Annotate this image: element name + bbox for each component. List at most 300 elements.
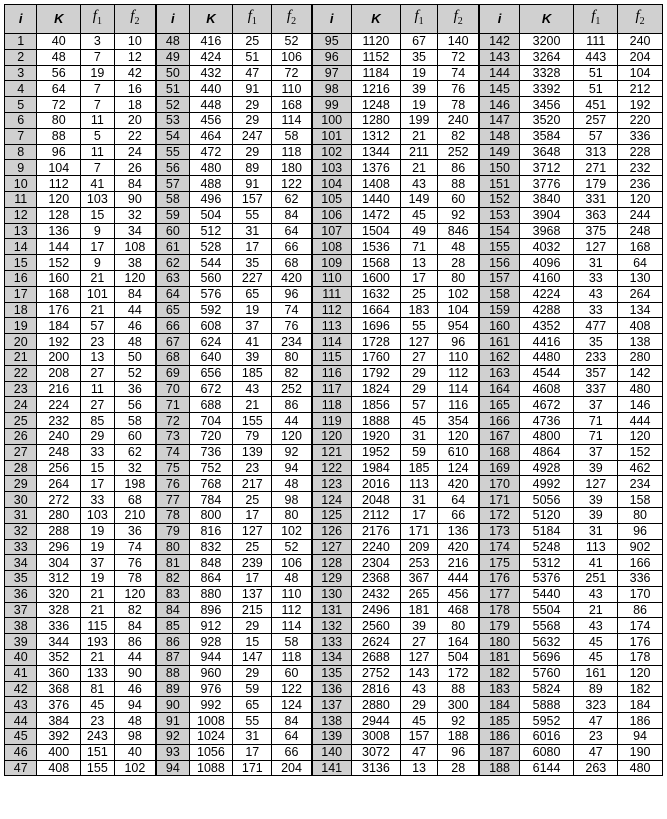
cell-i: 43: [5, 697, 37, 713]
cell-i: 119: [312, 413, 352, 429]
cell-f2: 60: [437, 191, 479, 207]
cell-f2: 112: [437, 365, 479, 381]
cell-K: 1792: [351, 365, 400, 381]
cell-f1: 37: [574, 397, 618, 413]
cell-f2: 80: [618, 507, 663, 523]
table-row: [5, 176, 663, 192]
cell-f1: 57: [401, 397, 438, 413]
table-row: [5, 160, 663, 176]
cell-f2: 86: [437, 160, 479, 176]
cell-f1: 55: [233, 713, 272, 729]
header-i-2: [156, 5, 189, 34]
cell-f1: 31: [401, 492, 438, 508]
cell-f2: 204: [618, 49, 663, 65]
cell-i: 158: [479, 286, 519, 302]
cell-i: 11: [5, 191, 37, 207]
cell-f1: 133: [81, 665, 115, 681]
cell-i: 48: [156, 34, 189, 50]
cell-f2: 42: [114, 65, 156, 81]
cell-K: 5248: [519, 539, 574, 555]
cell-f2: 118: [272, 650, 312, 666]
cell-i: 105: [312, 191, 352, 207]
cell-f2: 58: [272, 128, 312, 144]
cell-f2: 68: [114, 492, 156, 508]
cell-f1: 15: [233, 634, 272, 650]
header-k-label: K: [206, 11, 216, 26]
cell-i: 71: [156, 397, 189, 413]
cell-f2: 210: [114, 507, 156, 523]
cell-f2: 58: [114, 413, 156, 429]
cell-f1: 161: [574, 665, 618, 681]
cell-f1: 55: [401, 318, 438, 334]
cell-K: 136: [37, 223, 81, 239]
cell-K: 1824: [351, 381, 400, 397]
cell-i: 34: [5, 555, 37, 571]
cell-K: 576: [189, 286, 233, 302]
cell-i: 102: [312, 144, 352, 160]
cell-i: 54: [156, 128, 189, 144]
cell-K: 304: [37, 555, 81, 571]
header-row: [5, 5, 663, 34]
cell-K: 592: [189, 302, 233, 318]
cell-f2: 220: [618, 112, 663, 128]
cell-i: 79: [156, 523, 189, 539]
cell-f1: 67: [401, 34, 438, 50]
cell-f2: 84: [272, 713, 312, 729]
cell-K: 1600: [351, 270, 400, 286]
cell-i: 35: [5, 571, 37, 587]
cell-f2: 140: [437, 34, 479, 50]
cell-f2: 182: [618, 681, 663, 697]
cell-K: 5696: [519, 650, 574, 666]
cell-K: 5568: [519, 618, 574, 634]
header-f1-2: [233, 5, 272, 34]
cell-f2: 12: [114, 49, 156, 65]
cell-f2: 444: [437, 571, 479, 587]
cell-f2: 84: [114, 286, 156, 302]
cell-i: 115: [312, 349, 352, 365]
cell-K: 3136: [351, 760, 400, 776]
table-row: [5, 97, 663, 113]
cell-f1: 37: [81, 555, 115, 571]
cell-i: 65: [156, 302, 189, 318]
cell-i: 2: [5, 49, 37, 65]
cell-f2: 420: [272, 270, 312, 286]
cell-i: 32: [5, 523, 37, 539]
cell-K: 3968: [519, 223, 574, 239]
table-row: [5, 713, 663, 729]
cell-f1: 367: [401, 571, 438, 587]
cell-f1: 157: [233, 191, 272, 207]
cell-K: 440: [189, 81, 233, 97]
cell-f2: 176: [618, 634, 663, 650]
cell-f2: 164: [437, 634, 479, 650]
cell-f1: 363: [574, 207, 618, 223]
cell-f1: 179: [574, 176, 618, 192]
cell-f1: 103: [81, 507, 115, 523]
cell-f2: 248: [618, 223, 663, 239]
cell-i: 110: [312, 270, 352, 286]
cell-K: 2880: [351, 697, 400, 713]
cell-K: 912: [189, 618, 233, 634]
cell-i: 107: [312, 223, 352, 239]
cell-i: 97: [312, 65, 352, 81]
cell-f2: 48: [272, 476, 312, 492]
table-row: [5, 334, 663, 350]
cell-i: 15: [5, 255, 37, 271]
cell-K: 3840: [519, 191, 574, 207]
cell-K: 2496: [351, 602, 400, 618]
cell-i: 95: [312, 34, 352, 50]
cell-f2: 52: [272, 34, 312, 50]
cell-K: 3904: [519, 207, 574, 223]
cell-f1: 271: [574, 160, 618, 176]
cell-f2: 44: [114, 302, 156, 318]
table-row: [5, 428, 663, 444]
cell-K: 6080: [519, 744, 574, 760]
cell-f1: 233: [574, 349, 618, 365]
cell-f1: 127: [401, 650, 438, 666]
cell-f1: 45: [574, 650, 618, 666]
cell-f1: 19: [233, 302, 272, 318]
cell-i: 183: [479, 681, 519, 697]
cell-f1: 23: [81, 334, 115, 350]
cell-K: 6144: [519, 760, 574, 776]
cell-f1: 7: [81, 81, 115, 97]
cell-i: 73: [156, 428, 189, 444]
table-row: [5, 191, 663, 207]
cell-f1: 31: [233, 729, 272, 745]
cell-f2: 110: [437, 349, 479, 365]
cell-f1: 23: [574, 729, 618, 745]
cell-f1: 39: [233, 349, 272, 365]
cell-f2: 40: [114, 744, 156, 760]
cell-f1: 29: [401, 365, 438, 381]
cell-K: 288: [37, 523, 81, 539]
cell-f1: 247: [233, 128, 272, 144]
cell-f2: 120: [114, 270, 156, 286]
table-row: [5, 397, 663, 413]
cell-f2: 120: [618, 665, 663, 681]
cell-f1: 13: [401, 760, 438, 776]
table-row: [5, 144, 663, 160]
cell-K: 3456: [519, 97, 574, 113]
cell-f1: 193: [81, 634, 115, 650]
cell-i: 130: [312, 586, 352, 602]
cell-f1: 59: [401, 444, 438, 460]
cell-K: 1216: [351, 81, 400, 97]
cell-i: 171: [479, 492, 519, 508]
cell-f1: 47: [233, 65, 272, 81]
cell-f2: 120: [618, 428, 663, 444]
cell-K: 416: [189, 34, 233, 50]
cell-f2: 96: [618, 523, 663, 539]
cell-K: 56: [37, 65, 81, 81]
cell-i: 9: [5, 160, 37, 176]
cell-K: 464: [189, 128, 233, 144]
cell-f1: 43: [574, 286, 618, 302]
cell-f2: 244: [618, 207, 663, 223]
cell-K: 88: [37, 128, 81, 144]
cell-K: 704: [189, 413, 233, 429]
cell-i: 111: [312, 286, 352, 302]
table-row: [5, 349, 663, 365]
cell-f2: 114: [272, 112, 312, 128]
cell-f2: 240: [437, 112, 479, 128]
cell-K: 1888: [351, 413, 400, 429]
cell-K: 1312: [351, 128, 400, 144]
cell-f1: 71: [574, 428, 618, 444]
cell-f1: 477: [574, 318, 618, 334]
table-row: [5, 697, 663, 713]
cell-f2: 610: [437, 444, 479, 460]
cell-f1: 13: [81, 349, 115, 365]
cell-f1: 29: [233, 112, 272, 128]
cell-i: 98: [312, 81, 352, 97]
cell-i: 173: [479, 523, 519, 539]
header-K-3: [351, 5, 400, 34]
cell-i: 162: [479, 349, 519, 365]
cell-f2: 66: [437, 507, 479, 523]
cell-i: 154: [479, 223, 519, 239]
cell-f1: 357: [574, 365, 618, 381]
cell-f2: 88: [437, 176, 479, 192]
cell-f1: 71: [574, 413, 618, 429]
table-row: [5, 760, 663, 776]
cell-K: 944: [189, 650, 233, 666]
cell-i: 128: [312, 555, 352, 571]
cell-K: 3200: [519, 34, 574, 50]
cell-f1: 45: [401, 207, 438, 223]
cell-i: 18: [5, 302, 37, 318]
cell-f2: 198: [114, 476, 156, 492]
cell-i: 148: [479, 128, 519, 144]
cell-f2: 80: [272, 349, 312, 365]
cell-i: 39: [5, 634, 37, 650]
cell-K: 1024: [189, 729, 233, 745]
cell-f2: 32: [114, 207, 156, 223]
cell-K: 4992: [519, 476, 574, 492]
table-row: [5, 618, 663, 634]
table-row: [5, 681, 663, 697]
cell-K: 272: [37, 492, 81, 508]
cell-K: 1008: [189, 713, 233, 729]
cell-K: 688: [189, 397, 233, 413]
cell-f1: 33: [81, 492, 115, 508]
cell-K: 192: [37, 334, 81, 350]
cell-K: 752: [189, 460, 233, 476]
cell-i: 99: [312, 97, 352, 113]
cell-f2: 36: [114, 523, 156, 539]
table-row: [5, 571, 663, 587]
cell-f1: 103: [81, 191, 115, 207]
cell-f2: 92: [272, 444, 312, 460]
cell-i: 180: [479, 634, 519, 650]
cell-K: 928: [189, 634, 233, 650]
cell-i: 146: [479, 97, 519, 113]
cell-i: 58: [156, 191, 189, 207]
header-f2-1: [114, 5, 156, 34]
cell-f1: 15: [81, 207, 115, 223]
cell-f2: 88: [437, 681, 479, 697]
cell-f1: 35: [574, 334, 618, 350]
cell-K: 2816: [351, 681, 400, 697]
cell-f2: 170: [618, 586, 663, 602]
cell-i: 16: [5, 270, 37, 286]
cell-f2: 90: [114, 191, 156, 207]
cell-i: 150: [479, 160, 519, 176]
cell-f2: 134: [618, 302, 663, 318]
cell-i: 121: [312, 444, 352, 460]
cell-K: 256: [37, 460, 81, 476]
cell-f1: 239: [233, 555, 272, 571]
cell-K: 1536: [351, 239, 400, 255]
cell-f1: 3: [81, 34, 115, 50]
table-row: [5, 128, 663, 144]
cell-f2: 86: [114, 634, 156, 650]
cell-K: 424: [189, 49, 233, 65]
cell-i: 23: [5, 381, 37, 397]
cell-K: 3712: [519, 160, 574, 176]
table-row: [5, 460, 663, 476]
cell-i: 109: [312, 255, 352, 271]
cell-i: 140: [312, 744, 352, 760]
cell-K: 4480: [519, 349, 574, 365]
cell-K: 5376: [519, 571, 574, 587]
cell-i: 129: [312, 571, 352, 587]
cell-K: 4288: [519, 302, 574, 318]
cell-i: 159: [479, 302, 519, 318]
cell-K: 352: [37, 650, 81, 666]
cell-i: 28: [5, 460, 37, 476]
cell-f2: 190: [618, 744, 663, 760]
cell-f2: 78: [437, 97, 479, 113]
cell-i: 68: [156, 349, 189, 365]
cell-f2: 72: [272, 65, 312, 81]
cell-f1: 171: [401, 523, 438, 539]
cell-f2: 78: [114, 571, 156, 587]
cell-f1: 37: [574, 444, 618, 460]
cell-K: 328: [37, 602, 81, 618]
cell-K: 1568: [351, 255, 400, 271]
cell-f1: 215: [233, 602, 272, 618]
cell-i: 153: [479, 207, 519, 223]
cell-K: 3008: [351, 729, 400, 745]
header-f-label: f: [591, 8, 596, 24]
cell-i: 117: [312, 381, 352, 397]
cell-f1: 127: [574, 239, 618, 255]
header-f-subscript: 2: [457, 16, 463, 27]
cell-i: 52: [156, 97, 189, 113]
cell-f2: 172: [437, 665, 479, 681]
cell-f2: 136: [437, 523, 479, 539]
cell-i: 144: [479, 65, 519, 81]
cell-f2: 56: [114, 397, 156, 413]
cell-f2: 116: [437, 397, 479, 413]
cell-K: 344: [37, 634, 81, 650]
cell-f2: 252: [272, 381, 312, 397]
cell-f2: 46: [114, 681, 156, 697]
table-row: [5, 381, 663, 397]
cell-f2: 84: [114, 618, 156, 634]
cell-f2: 180: [272, 160, 312, 176]
cell-i: 149: [479, 144, 519, 160]
cell-i: 50: [156, 65, 189, 81]
cell-f2: 110: [272, 81, 312, 97]
cell-K: 1248: [351, 97, 400, 113]
cell-f1: 45: [401, 413, 438, 429]
cell-f2: 420: [437, 539, 479, 555]
cell-i: 72: [156, 413, 189, 429]
cell-i: 164: [479, 381, 519, 397]
cell-f1: 7: [81, 49, 115, 65]
cell-i: 101: [312, 128, 352, 144]
cell-K: 200: [37, 349, 81, 365]
cell-i: 165: [479, 397, 519, 413]
cell-f1: 51: [574, 81, 618, 97]
cell-f1: 155: [233, 413, 272, 429]
cell-f2: 46: [114, 318, 156, 334]
cell-K: 312: [37, 571, 81, 587]
cell-K: 3264: [519, 49, 574, 65]
cell-f2: 120: [272, 428, 312, 444]
cell-f1: 11: [81, 112, 115, 128]
cell-f2: 120: [618, 191, 663, 207]
cell-i: 49: [156, 49, 189, 65]
cell-f2: 954: [437, 318, 479, 334]
cell-K: 4928: [519, 460, 574, 476]
cell-f2: 166: [618, 555, 663, 571]
cell-K: 296: [37, 539, 81, 555]
cell-f2: 94: [114, 697, 156, 713]
cell-f1: 139: [233, 444, 272, 460]
cell-K: 496: [189, 191, 233, 207]
cell-f1: 35: [233, 255, 272, 271]
header-k-label: K: [541, 11, 552, 26]
cell-K: 104: [37, 160, 81, 176]
cell-f2: 122: [272, 176, 312, 192]
cell-f2: 112: [272, 602, 312, 618]
cell-f2: 98: [114, 729, 156, 745]
header-f1-4: [574, 5, 618, 34]
header-i-label: i: [497, 11, 502, 26]
cell-f1: 211: [401, 144, 438, 160]
cell-f2: 58: [272, 634, 312, 650]
cell-i: 38: [5, 618, 37, 634]
table-row: [5, 207, 663, 223]
cell-f1: 25: [233, 34, 272, 50]
cell-i: 3: [5, 65, 37, 81]
cell-K: 976: [189, 681, 233, 697]
cell-f1: 21: [401, 160, 438, 176]
cell-i: 175: [479, 555, 519, 571]
cell-K: 232: [37, 413, 81, 429]
cell-f2: 66: [272, 239, 312, 255]
cell-i: 96: [312, 49, 352, 65]
cell-i: 69: [156, 365, 189, 381]
cell-i: 51: [156, 81, 189, 97]
cell-i: 26: [5, 428, 37, 444]
header-f-subscript: 1: [96, 16, 102, 27]
cell-f2: 66: [272, 744, 312, 760]
table-row: [5, 255, 663, 271]
cell-i: 83: [156, 586, 189, 602]
cell-f2: 92: [437, 713, 479, 729]
cell-f1: 15: [81, 460, 115, 476]
cell-f1: 331: [574, 191, 618, 207]
cell-f2: 216: [437, 555, 479, 571]
cell-f1: 29: [233, 618, 272, 634]
